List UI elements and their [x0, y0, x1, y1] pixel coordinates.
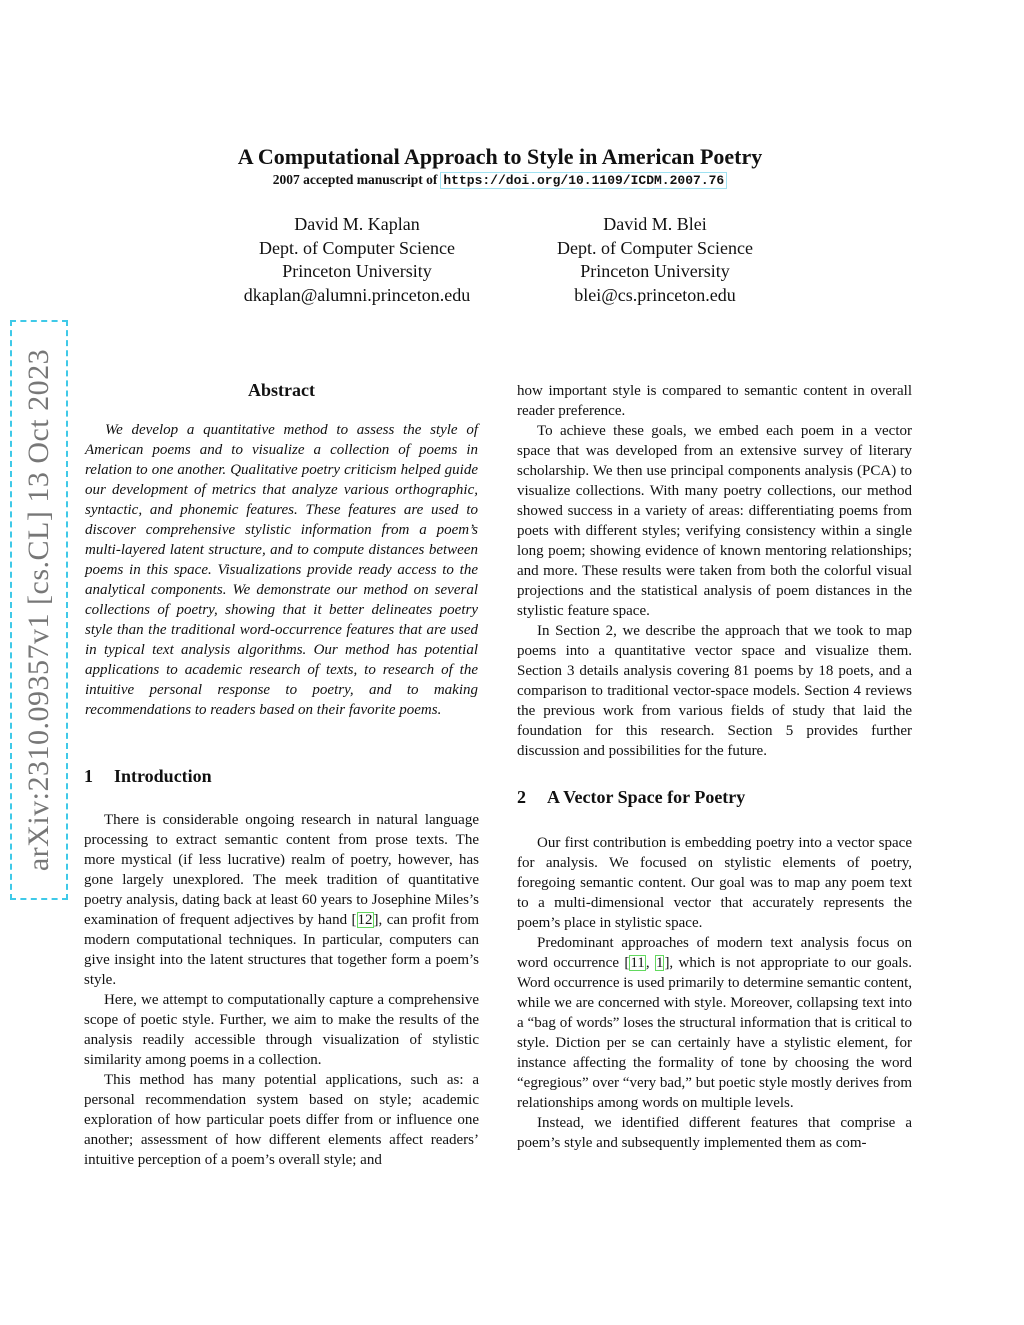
vector-paragraph-2	[517, 933, 912, 1113]
author-univ: Princeton University	[282, 261, 432, 281]
abstract-heading: Abstract	[248, 380, 315, 400]
section-number: 1	[84, 766, 93, 786]
doi-link[interactable]: https://doi.org/10.1109/ICDM.2007.76	[440, 172, 727, 189]
citation-link[interactable]: 1	[655, 955, 664, 971]
arxiv-identifier: arXiv:2310.09357v1 [cs.CL] 13 Oct 2023	[22, 348, 56, 872]
abstract-text: We develop a quantitative method to assess the style of American poems and to visualize a collection of poems in relation to one another. Qualitative poetry criticism helped guide our development of metrics that analyze various orthographic, syntactic, and phonemic features. These features are used to discover comprehensive stylistic information from a poem’s multi-layered latent structure, and to compute distances between poems in this space. Visualizations provide ready access to the analytical components. We demonstrate our method on several collections of poetry, showing that it better delineates poetry style than the traditional word-occurrence features that are used in typical text analysis algorithms. Our method has potential applications to academic research of texts, to research of the intuitive personal response to poetry, and to making recommendations to readers based on their favorite poems.	[85, 422, 478, 718]
left-column	[84, 380, 479, 1170]
intro-paragraph-4: To achieve these goals, we embed each poem in a vector space that was developed from an extensive survey of literary scholarship. We then use principal components analysis (PCA) to visualize collections. With many poetry collections, our method showed success in a variety of areas: differentiating poems from poets with different styles; verifying consistency within a single long poem; showing evidence of known mentoring relationships; and more. These results were taken from both the colorful visual projections and the statistical analysis of poem distances in the stylistic feature space.	[517, 423, 912, 619]
intro-paragraph-3: This method has many potential applications, such as: a personal recommendation system based on style; academic exploration of how particular poets differ from or influence one another; assessment of how different elements affect readers’ intuitive perception of a poem’s overall style; and	[84, 1072, 479, 1168]
author-dept: Dept. of Computer Science	[259, 237, 455, 258]
manuscript-note	[0, 172, 1000, 188]
right-column	[517, 381, 912, 1153]
citation-link[interactable]: 11	[630, 955, 645, 971]
paper-title: A Computational Approach to Style in American Poetry	[237, 144, 763, 169]
section-title: Introduction	[114, 766, 212, 786]
paragraph-text: ], can profit from modern computational techniques. In particular, computers can give insight into the latent structures that together form a poem’s style.	[84, 912, 479, 988]
author-block-1	[207, 213, 507, 307]
paragraph-text: ], which is not appropriate to our goals. Word occurrence is used primarily to determine semantic content, while we are concerned with style. Moreover, collapsing text into a “bag of words” loses the structural information that is critical to style. Diction per se can certainly have a stylistic element, for instance affecting the formality of tone by choosing the word “egregious” over “very bad,” but poetic style mostly derives from relationships among words on multiple levels.	[517, 955, 913, 1111]
author-name: David M. Kaplan	[294, 214, 420, 234]
author-dept: Dept. of Computer Science	[557, 237, 753, 258]
vector-paragraph-3: Instead, we identified different features that comprise a poem’s style and subsequently implemented them as com-	[517, 1115, 912, 1151]
author-email: dkaplan@alumni.princeton.edu	[243, 284, 471, 305]
paragraph-text: Predominant approaches of modern text analysis focus on word occurrence [	[517, 935, 912, 971]
section-number: 2	[517, 787, 526, 807]
citation-separator: ,	[645, 955, 655, 971]
intro-paragraph-1	[84, 810, 479, 990]
author-block-2	[505, 213, 805, 307]
author-email: blei@cs.princeton.edu	[574, 284, 736, 305]
intro-paragraph-2: Here, we attempt to computationally capture a comprehensive scope of poetic style. Further, we aim to make the results of the analysis readily accessible through visualization of stylistic similarity among poems in a collection.	[84, 992, 479, 1068]
paragraph-text: There is considerable ongoing research in natural language processing to extract semantic content from prose texts. The more mystical (if less lucrative) realm of poetry, however, has gone largely unexplored. The meek tradition of quantitative poetry analysis, dating back at least 60 years to Josephine Miles’s examination of frequent adjectives by hand [	[84, 812, 479, 928]
author-univ: Princeton University	[580, 261, 730, 281]
intro-paragraph-3-continued: how important style is compared to semantic content in overall reader preference.	[517, 383, 912, 419]
citation-link[interactable]: 12	[357, 912, 373, 928]
intro-paragraph-5: In Section 2, we describe the approach that we took to map poems into a quantitative vector space and visualize them. Section 3 details analysis covering 81 poems by 18 poets, and a comparison to traditional vector-space models. Section 4 reviews the previous work from various fields of study that laid the foundation for this research. Section 5 provides further discussion and possibilities for the future.	[517, 623, 912, 759]
section-heading-introduction	[84, 766, 479, 786]
author-name: David M. Blei	[603, 214, 707, 234]
manuscript-note-text: 2007 accepted manuscript of	[272, 172, 438, 187]
arxiv-sidebar-stamp[interactable]	[10, 320, 68, 900]
section-heading-vector-space	[517, 787, 912, 807]
vector-paragraph-1: Our first contribution is embedding poetry into a vector space for analysis. We focused on stylistic elements of poetry, foregoing semantic content. Our goal was to map any poem text to a multi-dimensional vector that accurately represents the poem’s place in stylistic space.	[517, 835, 912, 931]
section-title: A Vector Space for Poetry	[547, 787, 746, 807]
